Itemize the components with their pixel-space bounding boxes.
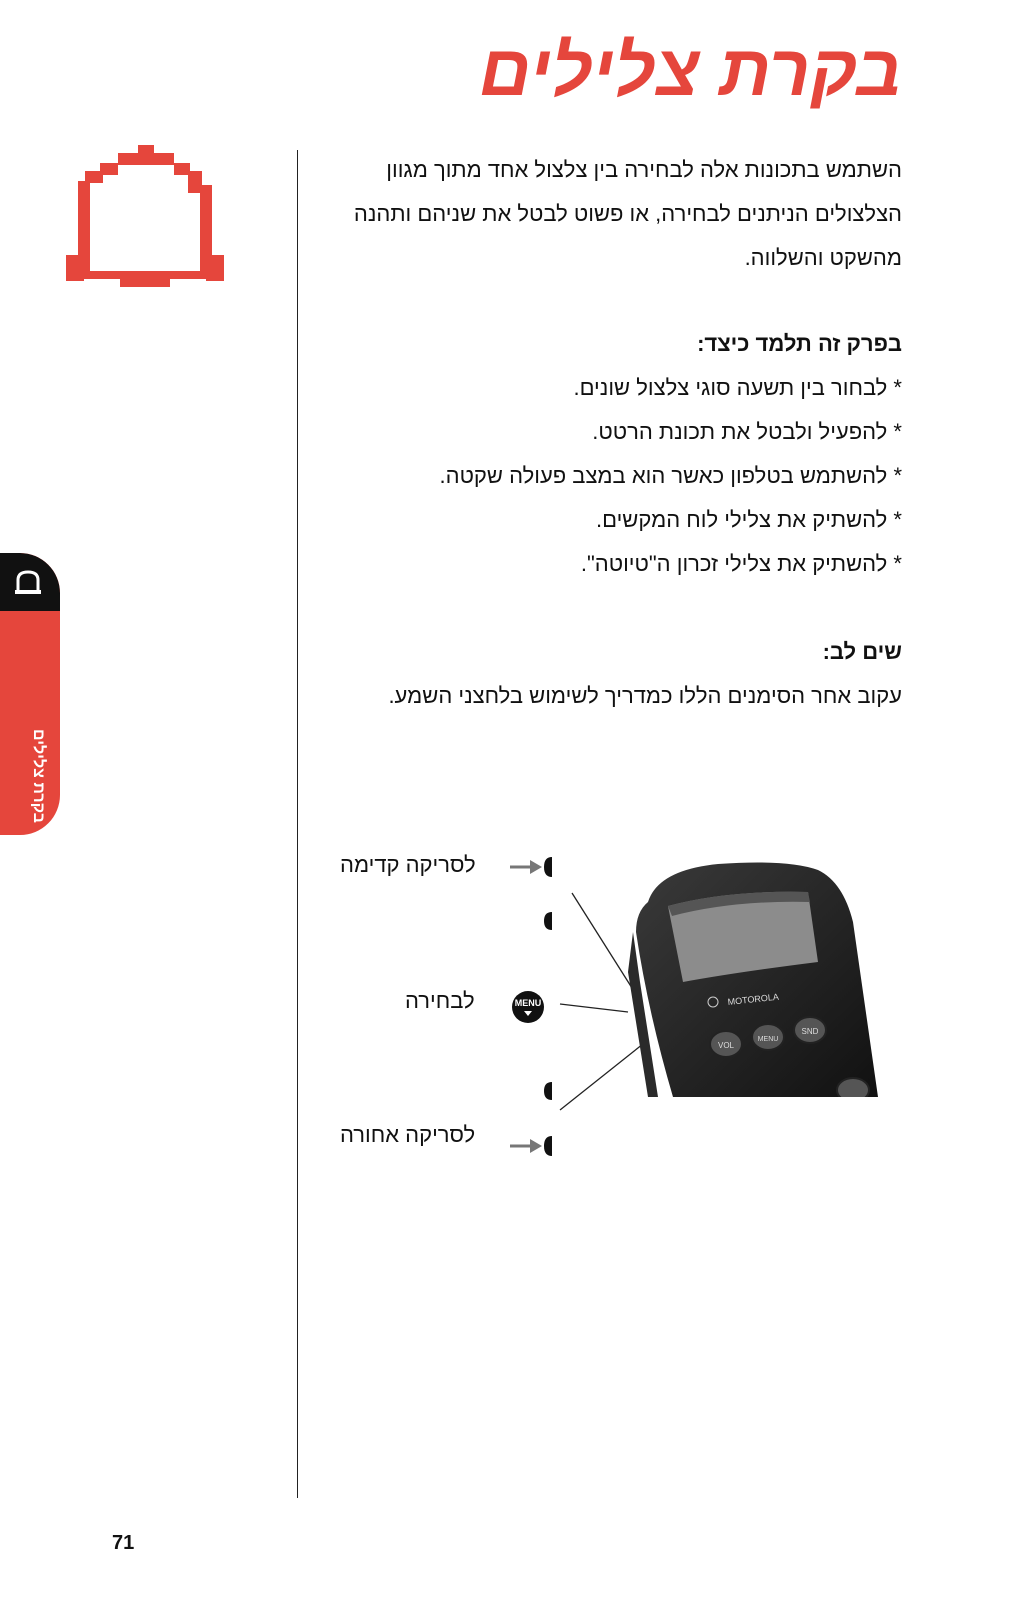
note-text: עקוב אחר הסימנים הללו כמדריך לשימוש בלחצני השמע. [388, 683, 902, 708]
arrow-right-icon [510, 1139, 542, 1153]
phone-image [628, 862, 878, 1097]
side-key-icon [544, 857, 552, 877]
list-item: * להפעיל ולבטל את תכונת הרטט. [592, 419, 902, 444]
page-number: 71 [112, 1532, 135, 1554]
note-heading: שים לב: [822, 639, 902, 664]
intro-line: מהשקט והשלווה. [744, 245, 902, 270]
intro-line: השתמש בתכונות אלה לבחירה בין צלצול אחד מתוך מגוון [386, 157, 902, 182]
callout-line [572, 893, 632, 988]
svg-text:MENU: MENU [757, 1036, 779, 1043]
side-key-icon [544, 912, 552, 930]
phone-illustration [628, 862, 878, 1097]
label-scroll-back: לסריקה אחורה [340, 1122, 476, 1147]
list-item: * להשתיק את צלילי זכרון ה"טיוטה". [580, 551, 902, 576]
side-key-icon [544, 1136, 552, 1156]
callout-line [560, 1004, 628, 1012]
intro-line: הצלצולים הניתנים לבחירה, או פשוט לבטל את שניהם ותהנה [353, 201, 902, 226]
chapter-tab-label: בקרת צלילים [30, 729, 47, 823]
menu-button-icon [512, 991, 544, 1023]
arrow-right-icon [510, 860, 542, 874]
svg-text:VOL: VOL [717, 1041, 735, 1050]
svg-text:MENU: MENU [514, 998, 542, 1008]
brand-text: MOTOROLA [727, 991, 780, 1007]
label-scroll-forward: לסריקה קדימה [340, 852, 476, 877]
list-item: * להשתיק את צלילי לוח המקשים. [595, 507, 902, 532]
list-item: * להשתמש בטלפון כאשר הוא במצב פעולה שקטה. [439, 463, 902, 488]
list-item: * לבחור בין תשעה סוגי צלצול שונים. [573, 375, 902, 400]
svg-text:SND: SND [801, 1027, 819, 1036]
section-heading: בפרק זה תלמד כיצד: [697, 331, 902, 356]
side-key-icon [544, 1082, 552, 1100]
label-menu: לבחירה [405, 988, 475, 1013]
page-title: בקרת צלילים [479, 31, 902, 111]
